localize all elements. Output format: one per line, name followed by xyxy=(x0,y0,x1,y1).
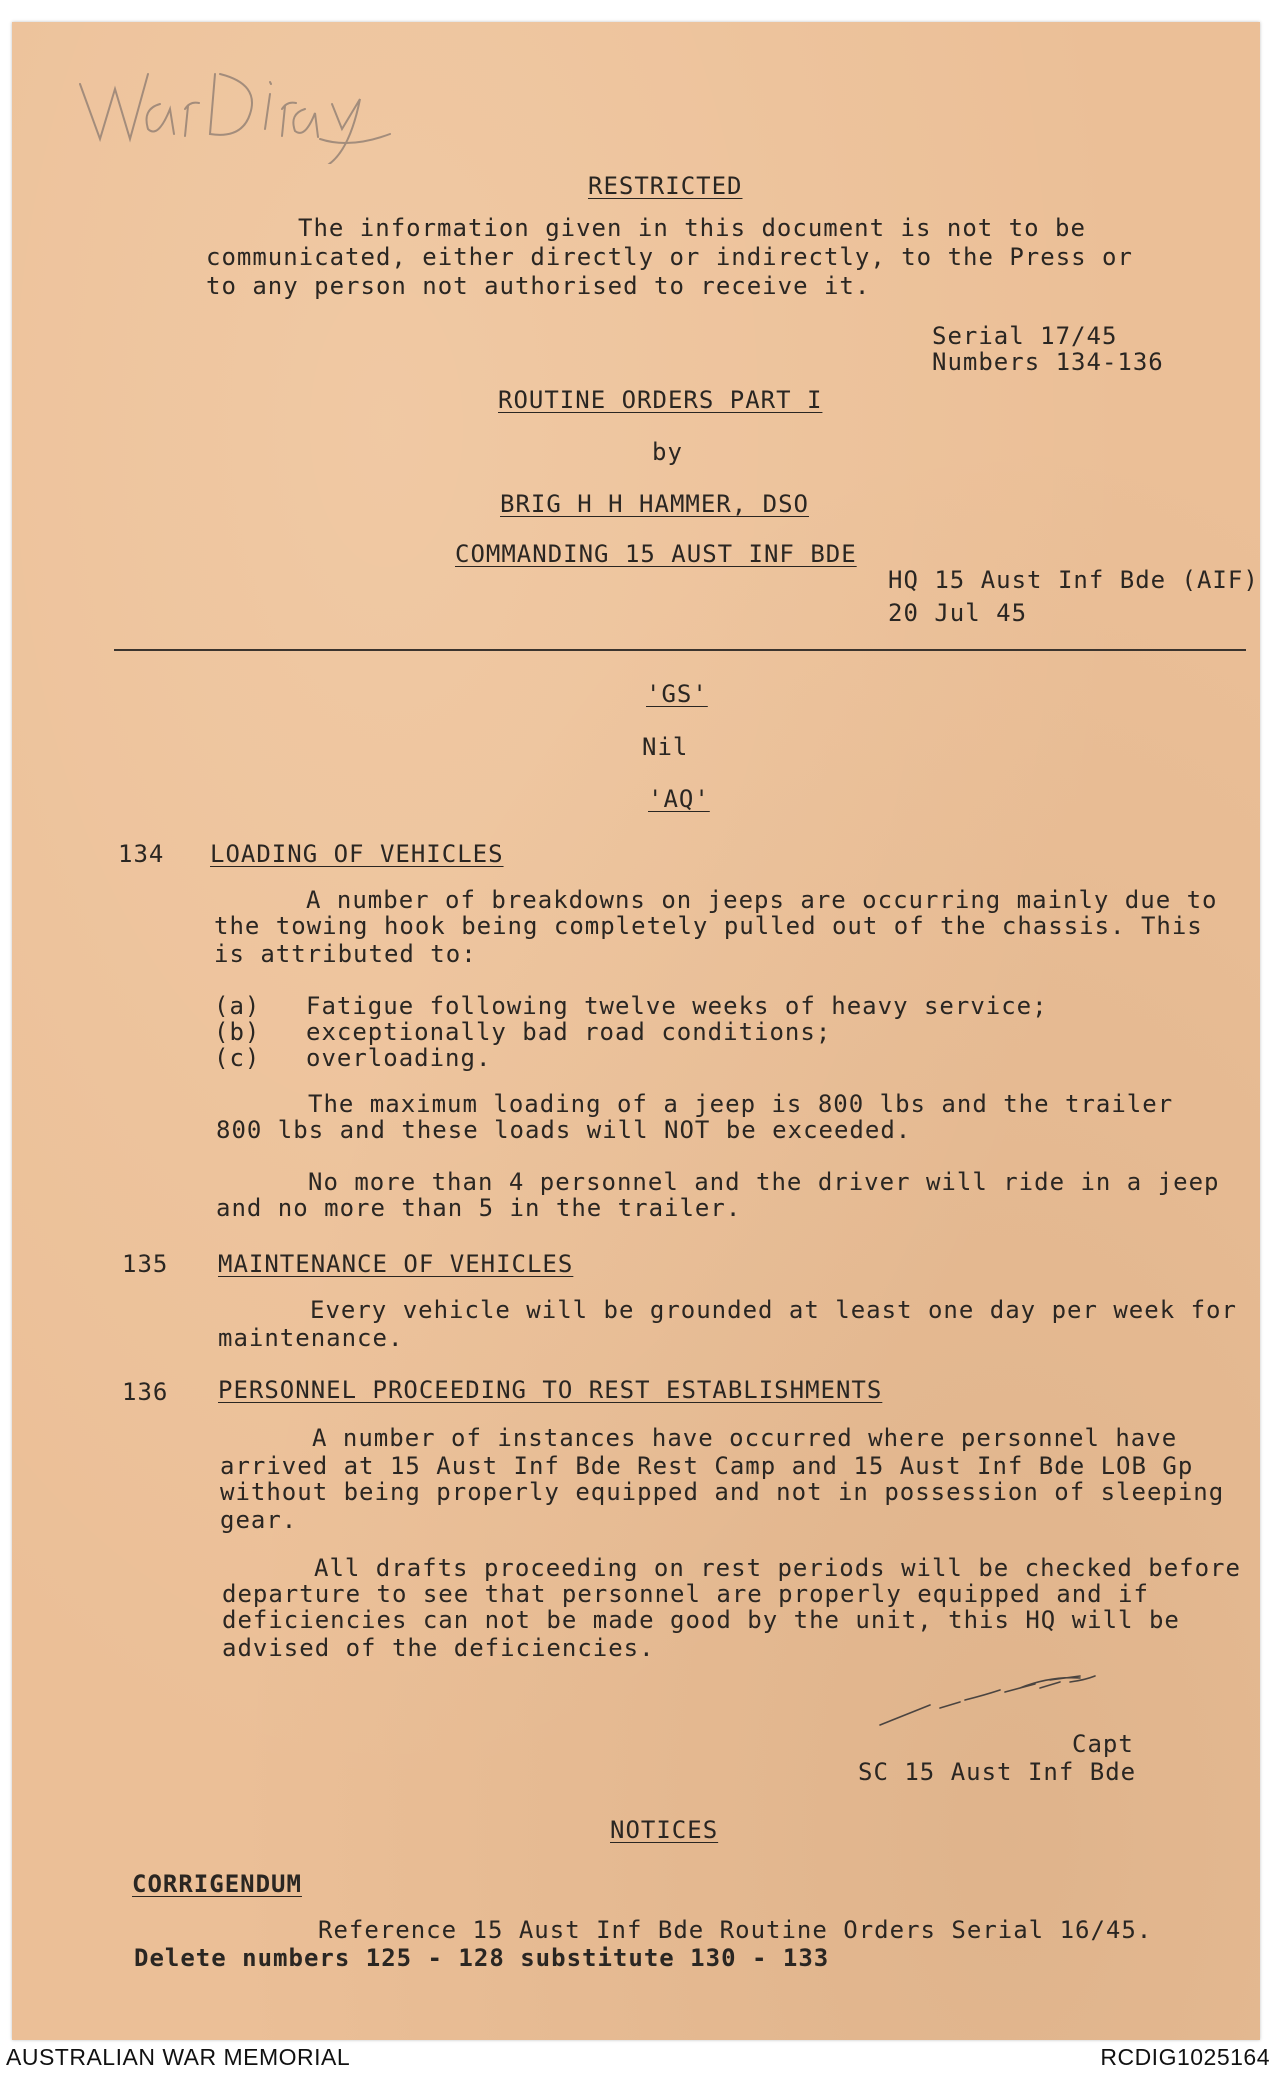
list-label-b: (b) xyxy=(214,1018,261,1046)
item-134-heading: LOADING OF VEHICLES xyxy=(210,840,504,868)
item-136-para2-line3: deficiencies can not be made good by the unit, this HQ will be xyxy=(222,1606,1180,1634)
warning-line-1: The information given in this document is not to be xyxy=(298,214,1086,242)
item-135-heading: MAINTENANCE OF VEHICLES xyxy=(218,1250,574,1278)
list-item-c: overloading. xyxy=(306,1044,492,1072)
item-134-para1-line1: A number of breakdowns on jeeps are occurring mainly due to xyxy=(306,886,1218,914)
section-gs: 'GS' xyxy=(646,680,708,708)
list-label-c: (c) xyxy=(214,1044,261,1072)
serial: Serial 17/45 xyxy=(932,322,1118,350)
signature-scribble xyxy=(870,1670,1120,1730)
footer-id: RCDIG1025164 xyxy=(1100,2044,1270,2070)
item-135-para1-line2: maintenance. xyxy=(218,1324,404,1352)
corrigendum-line1: Reference 15 Aust Inf Bde Routine Orders Serial 16/45. xyxy=(318,1916,1153,1944)
item-136-para1-line4: gear. xyxy=(220,1506,298,1534)
item-136-heading: PERSONNEL PROCEEDING TO REST ESTABLISHMENTS xyxy=(218,1376,883,1404)
handwritten-note xyxy=(70,44,410,164)
origin-date: 20 Jul 45 xyxy=(888,599,1028,627)
warning-line-3: to any person not authorised to receive it. xyxy=(206,272,871,300)
item-134-para1-line2: the towing hook being completely pulled out of the chassis. This xyxy=(214,912,1203,940)
item-136-para1-line3: without being properly equipped and not in possession of sleeping xyxy=(220,1478,1225,1506)
item-134-para2-line2: 800 lbs and these loads will NOT be exceeded. xyxy=(216,1116,912,1144)
item-134-number: 134 xyxy=(118,840,165,868)
item-134-para3-line1: No more than 4 personnel and the driver will ride in a jeep xyxy=(308,1168,1220,1196)
classification: RESTRICTED xyxy=(588,172,743,200)
notices-heading: NOTICES xyxy=(610,1816,719,1844)
command: COMMANDING 15 AUST INF BDE xyxy=(455,540,857,568)
origin-hq: HQ 15 Aust Inf Bde (AIF) xyxy=(888,566,1259,594)
list-item-b: exceptionally bad road conditions; xyxy=(306,1018,832,1046)
item-135-para1-line1: Every vehicle will be grounded at least one day per week for xyxy=(310,1296,1237,1324)
item-136-para1-line1: A number of instances have occurred where personnel have xyxy=(312,1424,1178,1452)
title-by: by xyxy=(652,438,683,466)
corrigendum-line2: Delete numbers 125 - 128 substitute 130 - 133 xyxy=(134,1944,830,1972)
item-135-number: 135 xyxy=(122,1250,169,1278)
list-label-a: (a) xyxy=(214,992,261,1020)
section-aq: 'AQ' xyxy=(648,785,710,813)
corrigendum-heading: CORRIGENDUM xyxy=(132,1870,302,1898)
item-134-para2-line1: The maximum loading of a jeep is 800 lbs and the trailer xyxy=(308,1090,1174,1118)
item-136-para1-line2: arrived at 15 Aust Inf Bde Rest Camp and 15 Aust Inf Bde LOB Gp xyxy=(220,1452,1194,1480)
section-gs-nil: Nil xyxy=(642,733,689,761)
signature-rank: Capt xyxy=(1072,1730,1134,1758)
numbers: Numbers 134-136 xyxy=(932,348,1164,376)
footer-source: AUSTRALIAN WAR MEMORIAL xyxy=(6,2044,351,2070)
header-divider xyxy=(114,649,1246,651)
title: ROUTINE ORDERS PART I xyxy=(498,386,823,414)
warning-line-2: communicated, either directly or indirectly, to the Press or xyxy=(206,243,1133,271)
signature-appointment: SC 15 Aust Inf Bde xyxy=(858,1758,1137,1786)
item-136-para2-line2: departure to see that personnel are properly equipped and if xyxy=(222,1580,1149,1608)
item-136-para2-line4: advised of the deficiencies. xyxy=(222,1634,655,1662)
item-136-para2-line1: All drafts proceeding on rest periods will be checked before xyxy=(314,1554,1241,1582)
item-134-para3-line2: and no more than 5 in the trailer. xyxy=(216,1194,742,1222)
list-item-a: Fatigue following twelve weeks of heavy service; xyxy=(306,992,1048,1020)
commander-name: BRIG H H HAMMER, DSO xyxy=(500,490,809,518)
item-136-number: 136 xyxy=(122,1378,169,1406)
item-134-para1-line3: is attributed to: xyxy=(214,940,477,968)
